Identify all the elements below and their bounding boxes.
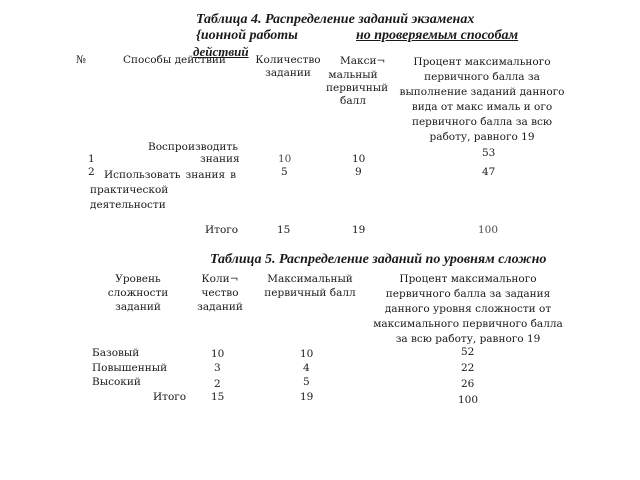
table4-caption-line3: действий [193,44,249,59]
table4-caption-line2b: но проверяемым способам [356,28,519,43]
table5-row1-percent: 52 [461,346,475,358]
table4-row2-count: 5 [281,166,288,178]
table4-row1-percent: 53 [482,147,496,159]
table4-row1-method-line1: Воспроизводить [148,141,238,153]
table5-header-percent: Процент максимального первичного балла за задания данного уровня сложности от максимального первичного балла за всю работу, равного 19 [373,273,563,345]
table5-row1-max: 10 [300,348,314,360]
table5-total-percent: 100 [458,394,479,406]
table5-row3-percent: 26 [461,378,475,390]
table4-row1-max: 10 [352,153,366,165]
table4-row1-count: 10 [278,153,292,165]
table4-caption-line2a: {ионной работы [196,28,298,43]
table5-row1-level: Базовый [92,347,140,359]
table5-row3-max: 5 [303,376,310,388]
table4-row1-number: 1 [88,153,95,165]
table4-header-count: Количество задании [255,54,321,79]
table5-total-max: 19 [300,391,314,403]
table4-total-percent: 100 [478,224,499,236]
table5-total-label: Итого [153,391,187,403]
table5-row2-percent: 22 [461,362,475,374]
table4-total-count: 15 [277,224,291,236]
table5-caption: Таблица 5. Распределение заданий по уровням сложно [210,252,547,267]
table5-header-count: Коли¬ чество заданий [197,273,243,313]
table5-row3-level: Высокий [92,376,141,388]
table4-header-max-line2: мальный первичный балл [326,69,389,107]
table4-header-percent: Процент максимального первичного балла за выполнение заданий данного вида от макс ималь и ого первичного балла за всю работу, равного 19 [399,56,565,143]
table5-row2-level: Повышенный [92,362,168,374]
table4-header-max-line1: Макси¬ [340,55,386,67]
table4-row2-number: 2 [88,166,95,178]
table4-header-methods: Способы действий [123,54,226,66]
table5-header-level: Уровень сложности заданий [107,273,169,313]
table4-total-label: Итого [205,224,239,236]
table5-total-count: 15 [211,391,225,403]
table5-row3-count: 2 [214,378,221,390]
table5-row2-count: 3 [214,362,221,374]
table4-row2-method: Использовать знания в практической деятельности [90,169,236,211]
table4-row1-method-line2: знания [200,153,240,165]
table5-row2-max: 4 [303,362,310,374]
table4-header-number: № [76,54,86,66]
table4-caption-line1: Таблица 4. Распределение заданий экзаменах [196,12,475,27]
table4-row2-percent: 47 [482,166,496,178]
table4-total-max: 19 [352,224,366,236]
table4-row2-max: 9 [355,166,362,178]
table5-row1-count: 10 [211,348,225,360]
table5-header-max: Максимальный первичный балл [264,273,356,299]
